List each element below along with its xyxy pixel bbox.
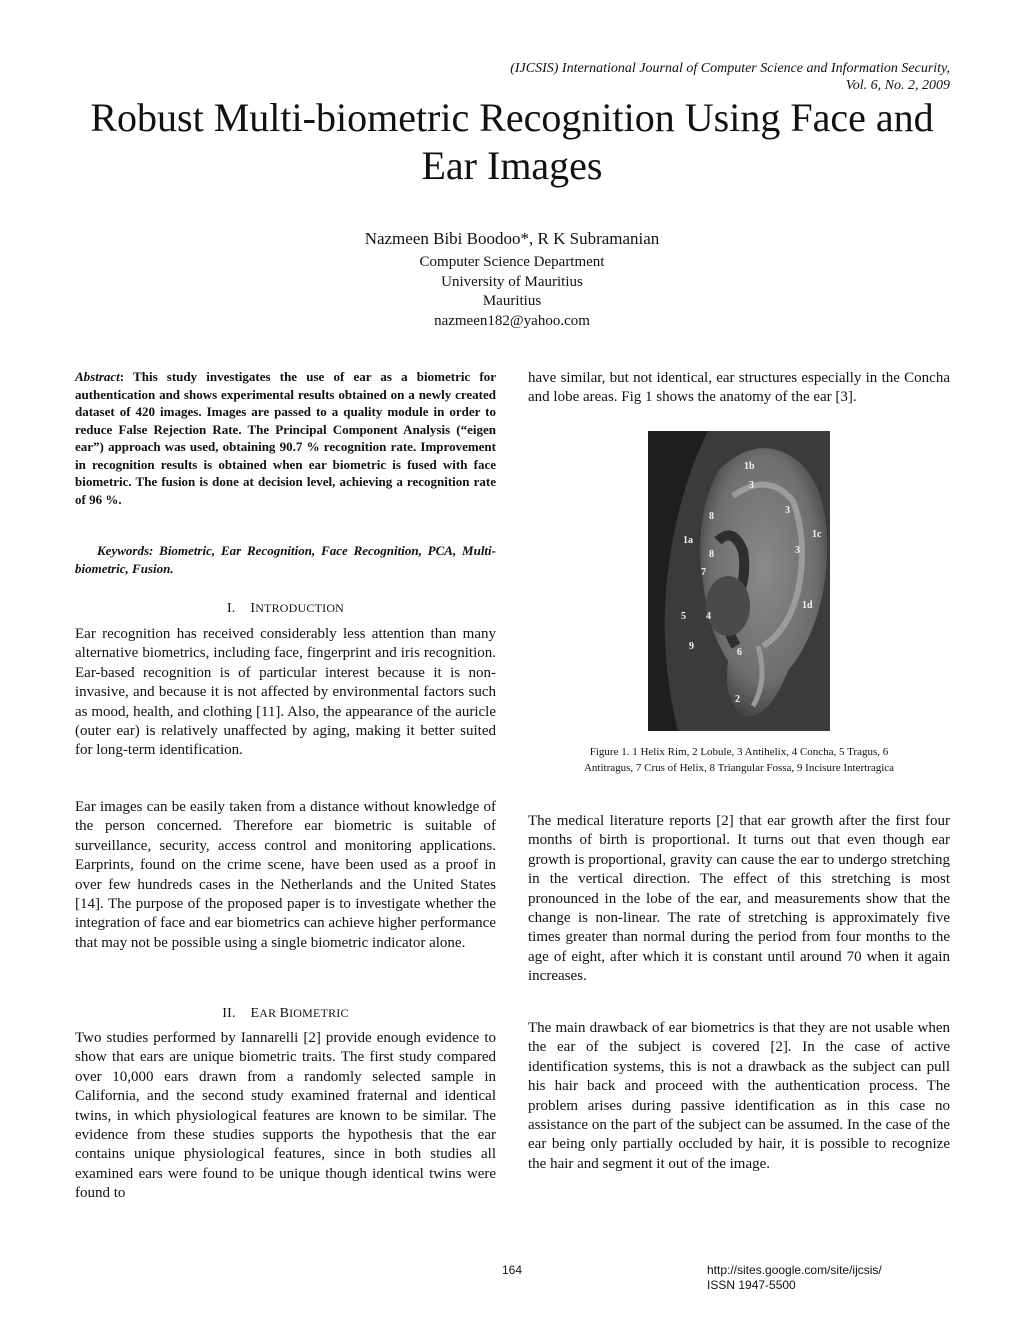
- ear-label: 1d: [802, 600, 813, 611]
- ear-label: 3: [785, 505, 790, 516]
- paper-title: Robust Multi-biometric Recognition Using Face and Ear Images: [90, 95, 934, 188]
- ear-illustration: [648, 431, 830, 731]
- ear-label: 9: [689, 641, 694, 652]
- figure-caption: [528, 744, 950, 776]
- ear-biometric-paragraph-1: Two studies performed by Iannarelli [2] provide enough evidence to show that ears are unique biometric traits. The first study compared over 10,000 ears drawn from a randomly selected sample in California, and the second study examined fraternal and identical twins, in which physiological features are known to be similar. The evidence from these studies supports the hypothesis that the ear contains unique physiological features, since in both studies all examined ears were found to be unique though identical twins were found to: [75, 1030, 496, 1202]
- keywords: Keywords: Biometric, Ear Recognition, Face Recognition, PCA, Multi-biometric, Fusion.: [75, 543, 496, 576]
- intro-paragraph-1: Ear recognition has received considerably less attention than many alternative biometrics, including face, fingerprint and iris recognition. Ear-based recognition is of particular interest because it is non-invasive, and because it is not affected by environmental factors such as mood, health, and clothing [11]. Also, the appearance of the auricle (outer ear) is relatively unaffected by aging, making it better suited for long-term identification.: [75, 626, 496, 759]
- ear-label: 6: [737, 647, 742, 658]
- ear-label: 7: [701, 567, 706, 578]
- ear-label: 1c: [812, 529, 822, 540]
- page-number: 164: [501, 1263, 523, 1277]
- ear-label: 5: [681, 611, 686, 622]
- abstract-text: : This study investigates the use of ear as a biometric for authentication and shows experimental results obtained on a newly created dataset of 420 images. Images are passed to a quality module in order to reduce False Rejection Rate. The Principal Component Analysis (“eigen ear”) approach was used, obtaining 90.7 % recognition rate. Improvement in recognition results is obtained when ear biometric is fused with face biometric. The fusion is done at decision level, achieving a recognition rate of 96 %.: [75, 369, 496, 507]
- caption-line: Figure 1. 1 Helix Rim, 2 Lobule, 3 Antihelix, 4 Concha, 5 Tragus, 6: [589, 746, 889, 758]
- issn: ISSN 1947-5500: [707, 1278, 796, 1292]
- section-title-initial: I: [250, 601, 256, 616]
- section-title-initial: E: [250, 1006, 260, 1021]
- right-paragraph-0: have similar, but not identical, ear structures especially in the Concha and lobe areas. Fig 1 shows the anatomy of the ear [3].: [528, 370, 950, 406]
- right-paragraph-1: The medical literature reports [2] that ear growth after the first four months of birth is proportional. It turns out that even though ear growth is proportional, gravity can cause the ear to undergo stretching in the vertical direction. The effect of this stretching is most pronounced in the lobe of the ear, and measurements show that the change is non-linear. The rate of stretching is approximately five times greater than normal during the period from four months to the age of eight, after which it is constant until around 70 when it again increases.: [528, 813, 950, 985]
- ear-label: 1b: [744, 461, 755, 472]
- university: University of Mauritius: [441, 273, 583, 290]
- email: nazmeen182@yahoo.com: [434, 312, 590, 329]
- section-number: I.: [226, 601, 236, 616]
- section-title-rest: NTRODUCTION: [255, 601, 345, 615]
- abstract-label: Abstract: [75, 369, 120, 384]
- section-heading-introduction: [75, 600, 496, 617]
- ear-label: 3: [795, 545, 800, 556]
- journal-url: http://sites.google.com/site/ijcsis/: [707, 1263, 882, 1277]
- ear-label: 4: [706, 611, 711, 622]
- department: Computer Science Department: [419, 254, 605, 270]
- ear-label: 1a: [683, 535, 693, 546]
- abstract: [75, 368, 496, 508]
- caption-line: Antitragus, 7 Crus of Helix, 8 Triangular Fossa, 9 Incisure Intertragica: [583, 762, 895, 774]
- authors: Nazmeen Bibi Boodoo*, R K Subramanian: [364, 229, 660, 248]
- ear-label: 2: [735, 694, 740, 705]
- ear-label: 3: [749, 480, 754, 491]
- ear-label: 8: [709, 549, 714, 560]
- intro-paragraph-2: Ear images can be easily taken from a distance without knowledge of the person concerned. Therefore ear biometric is suitable of surveillance, security, access control and monitoring applications. Earprints, found on the crime scene, have been used as a proof in over few hundreds cases in the Netherlands and the United States [14]. The purpose of the proposed paper is to investigate whether the integration of face and ear biometrics can achieve higher performance that may not be possible using a single biometric indicator alone.: [75, 799, 496, 951]
- section-heading-ear-biometric: [75, 1005, 496, 1022]
- journal-name: (IJCSIS) International Journal of Computer Science and Information Security,: [510, 61, 950, 76]
- section-title-initial: B: [279, 1006, 290, 1021]
- section-title-rest: AR: [259, 1006, 280, 1020]
- section-number: II.: [222, 1006, 236, 1021]
- ear-anatomy-figure: [648, 431, 830, 731]
- footer-info: [707, 1263, 967, 1293]
- journal-volume: Vol. 6, No. 2, 2009: [845, 78, 950, 93]
- section-title-rest: IOMETRIC: [289, 1006, 349, 1020]
- journal-header: [350, 60, 950, 94]
- affiliation: [0, 253, 1024, 331]
- ear-label: 8: [709, 511, 714, 522]
- country: Mauritius: [482, 293, 542, 309]
- right-paragraph-2: The main drawback of ear biometrics is that they are not usable when the ear of the subject is covered [2]. In the case of active identification systems, this is not a drawback as the subject can pull his hair back and proceed with the authentication process. The problem arises during passive identification as in this case no assistance on the part of the subject can be assumed. In the case of the ear being only partially occluded by hair, it is possible to recognize the hair and segment it out of the image.: [528, 1020, 950, 1172]
